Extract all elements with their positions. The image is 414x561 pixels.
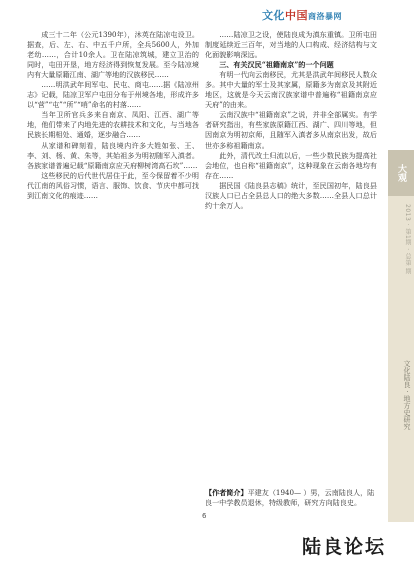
left-paragraph-2: ……明洪武年间军屯、民屯、商屯……据《陆凉州志》记载，陆凉卫军户屯田分布于州境各地，形成许多以“营”“屯”“所”“哨”命名的村落…… bbox=[27, 80, 199, 110]
left-paragraph-3: 当年卫所官兵多来自南京、凤阳、江西、湖广等地，他们带来了内地先进的农耕技术和文化，与当地各民族长期相处、通婚，逐步融合…… bbox=[27, 110, 199, 140]
sidebar-tab: 大观 bbox=[388, 150, 414, 196]
right-paragraph-1: 有明一代向云南移民，尤其是洪武年间移民人数众多。其中大量的军士及其家属，原籍多为南京及其附近地区，这就是今天云南汉族家谱中普遍称“祖籍南京应天府”的由来。 bbox=[205, 70, 377, 110]
author-bio bbox=[205, 488, 377, 508]
author-text: 平建友（1940— ）男，云南陆良人，陆良一中学教员退休，特级教师，研究方向陆良史。 bbox=[205, 488, 375, 507]
left-paragraph-1: 成三十二年（公元1390年），沐英在陆凉屯设卫。据查，后、左、右、中五千户所，全兵5600人，外加老幼……，合计10余人。卫在陆凉筑城，建立卫治的同时，屯田开垦，地方经济得到恢复发展。至今陆凉境内有大量原籍江南、湖广等地的汉族移民…… bbox=[27, 30, 199, 80]
sidebar-issue-text: 2013 · 第1期 · 总第 期 bbox=[404, 204, 411, 275]
right-paragraph-3: 此外，清代改土归流以后，一些少数民族为提高社会地位，也自称“祖籍南京”，这种现象在云南各地均有存在…… bbox=[205, 150, 377, 180]
brand-logo bbox=[262, 7, 342, 23]
brand-part-2: 中国 bbox=[285, 9, 308, 22]
sidebar-section-text: 文化陆良 · 地方史研究 bbox=[403, 360, 411, 430]
right-paragraph-4: 据民国《陆良县志稿》统计，至民国初年，陆良县汉族人口已占全县总人口的绝大多数……全县人口总计约十余万人。 bbox=[205, 180, 377, 210]
brand-part-1: 文化 bbox=[262, 9, 285, 22]
page-number: 6 bbox=[202, 512, 207, 520]
right-column bbox=[205, 30, 377, 485]
forum-watermark: 陆良论坛 bbox=[302, 536, 387, 558]
section-heading: 三、有关汉民“祖籍南京”的一个问题 bbox=[219, 60, 334, 70]
author-label: 【作者简介】 bbox=[205, 488, 248, 497]
right-intro-paragraph: ……陆凉卫之设，使陆良成为滇东重镇。卫所屯田制度延续近三百年，对当地的人口构成、经济结构与文化面貌影响深远。 bbox=[205, 30, 377, 60]
page-header bbox=[0, 0, 414, 26]
brand-part-3: 商洛暴网 bbox=[308, 12, 342, 21]
left-column bbox=[27, 30, 199, 498]
right-paragraph-2: 云南汉族中“祖籍南京”之说，并非全部属实。有学者研究指出，有些家族原籍江西、湖广、四川等地，但因南京为明初京师，且随军入滇者多从南京出发，故后世亦多称祖籍南京。 bbox=[205, 110, 377, 150]
left-paragraph-4: 从家谱和碑刻看，陆良境内许多大姓如张、王、李、刘、杨、黄、朱等，其始祖多为明初随军入滇者。各族家谱普遍记载“原籍南京应天府柳树湾高石坎”…… bbox=[27, 140, 199, 170]
left-paragraph-5: 这些移民的后代世代居住于此，至今保留着不少明代江南的风俗习惯，语言、服饰、饮食、节庆中都可找到江南文化的痕迹…… bbox=[27, 170, 199, 200]
